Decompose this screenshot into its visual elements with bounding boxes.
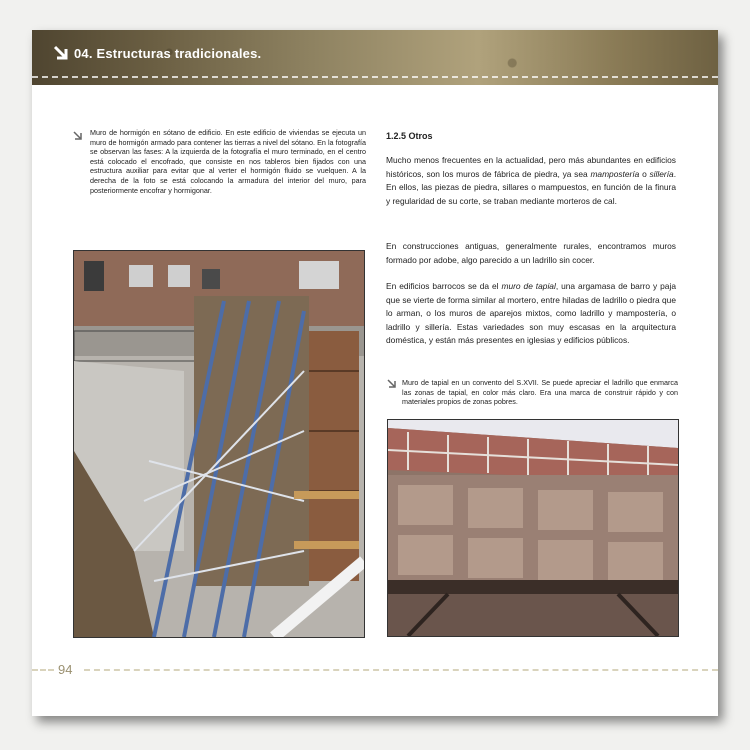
- para1-segment: mampostería: [590, 168, 640, 179]
- para1-segment: Mucho menos frecuentes en la actualidad, pero más abundantes en edificios históricos, son los muros de fábrica de piedra, ya sea: [386, 155, 676, 179]
- section-title: 1.2.5 Otros: [386, 131, 433, 141]
- paragraph-2: En construcciones antiguas, generalmente rurales, encontramos muros formado por adobe, algo parecido a un ladrillo sin cocer.: [386, 241, 676, 265]
- photo-caption-right: Muro de tapial en un convento del S.XVII. Se puede apreciar el ladrillo que enmarca las zonas de tapial, en color más claro. Era una marca de construir rápido y con materiales propios de zonas pobres.: [402, 378, 678, 407]
- header-dashed-line: [32, 76, 718, 78]
- paragraph-3: [386, 280, 676, 348]
- photo-tapial-wall: [387, 419, 679, 637]
- book-page: [32, 30, 718, 716]
- footer-dashed-line-right: [84, 669, 718, 671]
- paragraph-1: [386, 154, 676, 208]
- arrow-down-right-icon: [52, 44, 70, 62]
- para3-segment: muro de tapial: [501, 281, 556, 291]
- caption-arrow-icon: [386, 378, 398, 390]
- para3-segment: , una argamasa de barro y paja que se vierte de forma similar al mortero, entre hiladas de ladrillo o piedra que lo arman, o los muros de aparejos mixtos, como ladrillo y mampostería, o ladrillo y sillería. Estas variedades son muy escasas en la arquitectura doméstica, y están más presentes en iglesias y edificios públicos.: [386, 281, 676, 345]
- photo-caption-left: Muro de hormigón en sótano de edificio. En este edificio de viviendas se ejecuta un muro de hormigón armado para contener las tierras a nivel del sótano. En la fotografía se observan las fases: A la izquierda de la fotografía el muro terminado, en el centro está colocado el encofrado, que consiste en nos tableros bien fijados con una estructura auxiliar para evitar que al verter el hormigón fluido se vuelquen. A la derecha de la foto se está colocando la armadura del interior del muro, para posteriormente encofrar y hormigonar.: [90, 128, 366, 195]
- para1-segment: sillería: [649, 168, 674, 179]
- page-number: 94: [58, 662, 73, 677]
- photo-concrete-wall-construction: [73, 250, 365, 638]
- para1-segment: o: [639, 168, 650, 179]
- footer-dashed-line-left: [32, 669, 54, 671]
- para1-segment: . En ellos, las piezas de piedra, sillares o mampuestos, en función de la finura y regularidad de su corte, se traban mediante morteros de cal.: [386, 168, 677, 206]
- caption-arrow-icon: [72, 130, 84, 142]
- para3-segment: En edificios barrocos se da el: [386, 281, 502, 291]
- chapter-header: [32, 30, 718, 85]
- chapter-title: 04. Estructuras tradicionales.: [74, 46, 262, 61]
